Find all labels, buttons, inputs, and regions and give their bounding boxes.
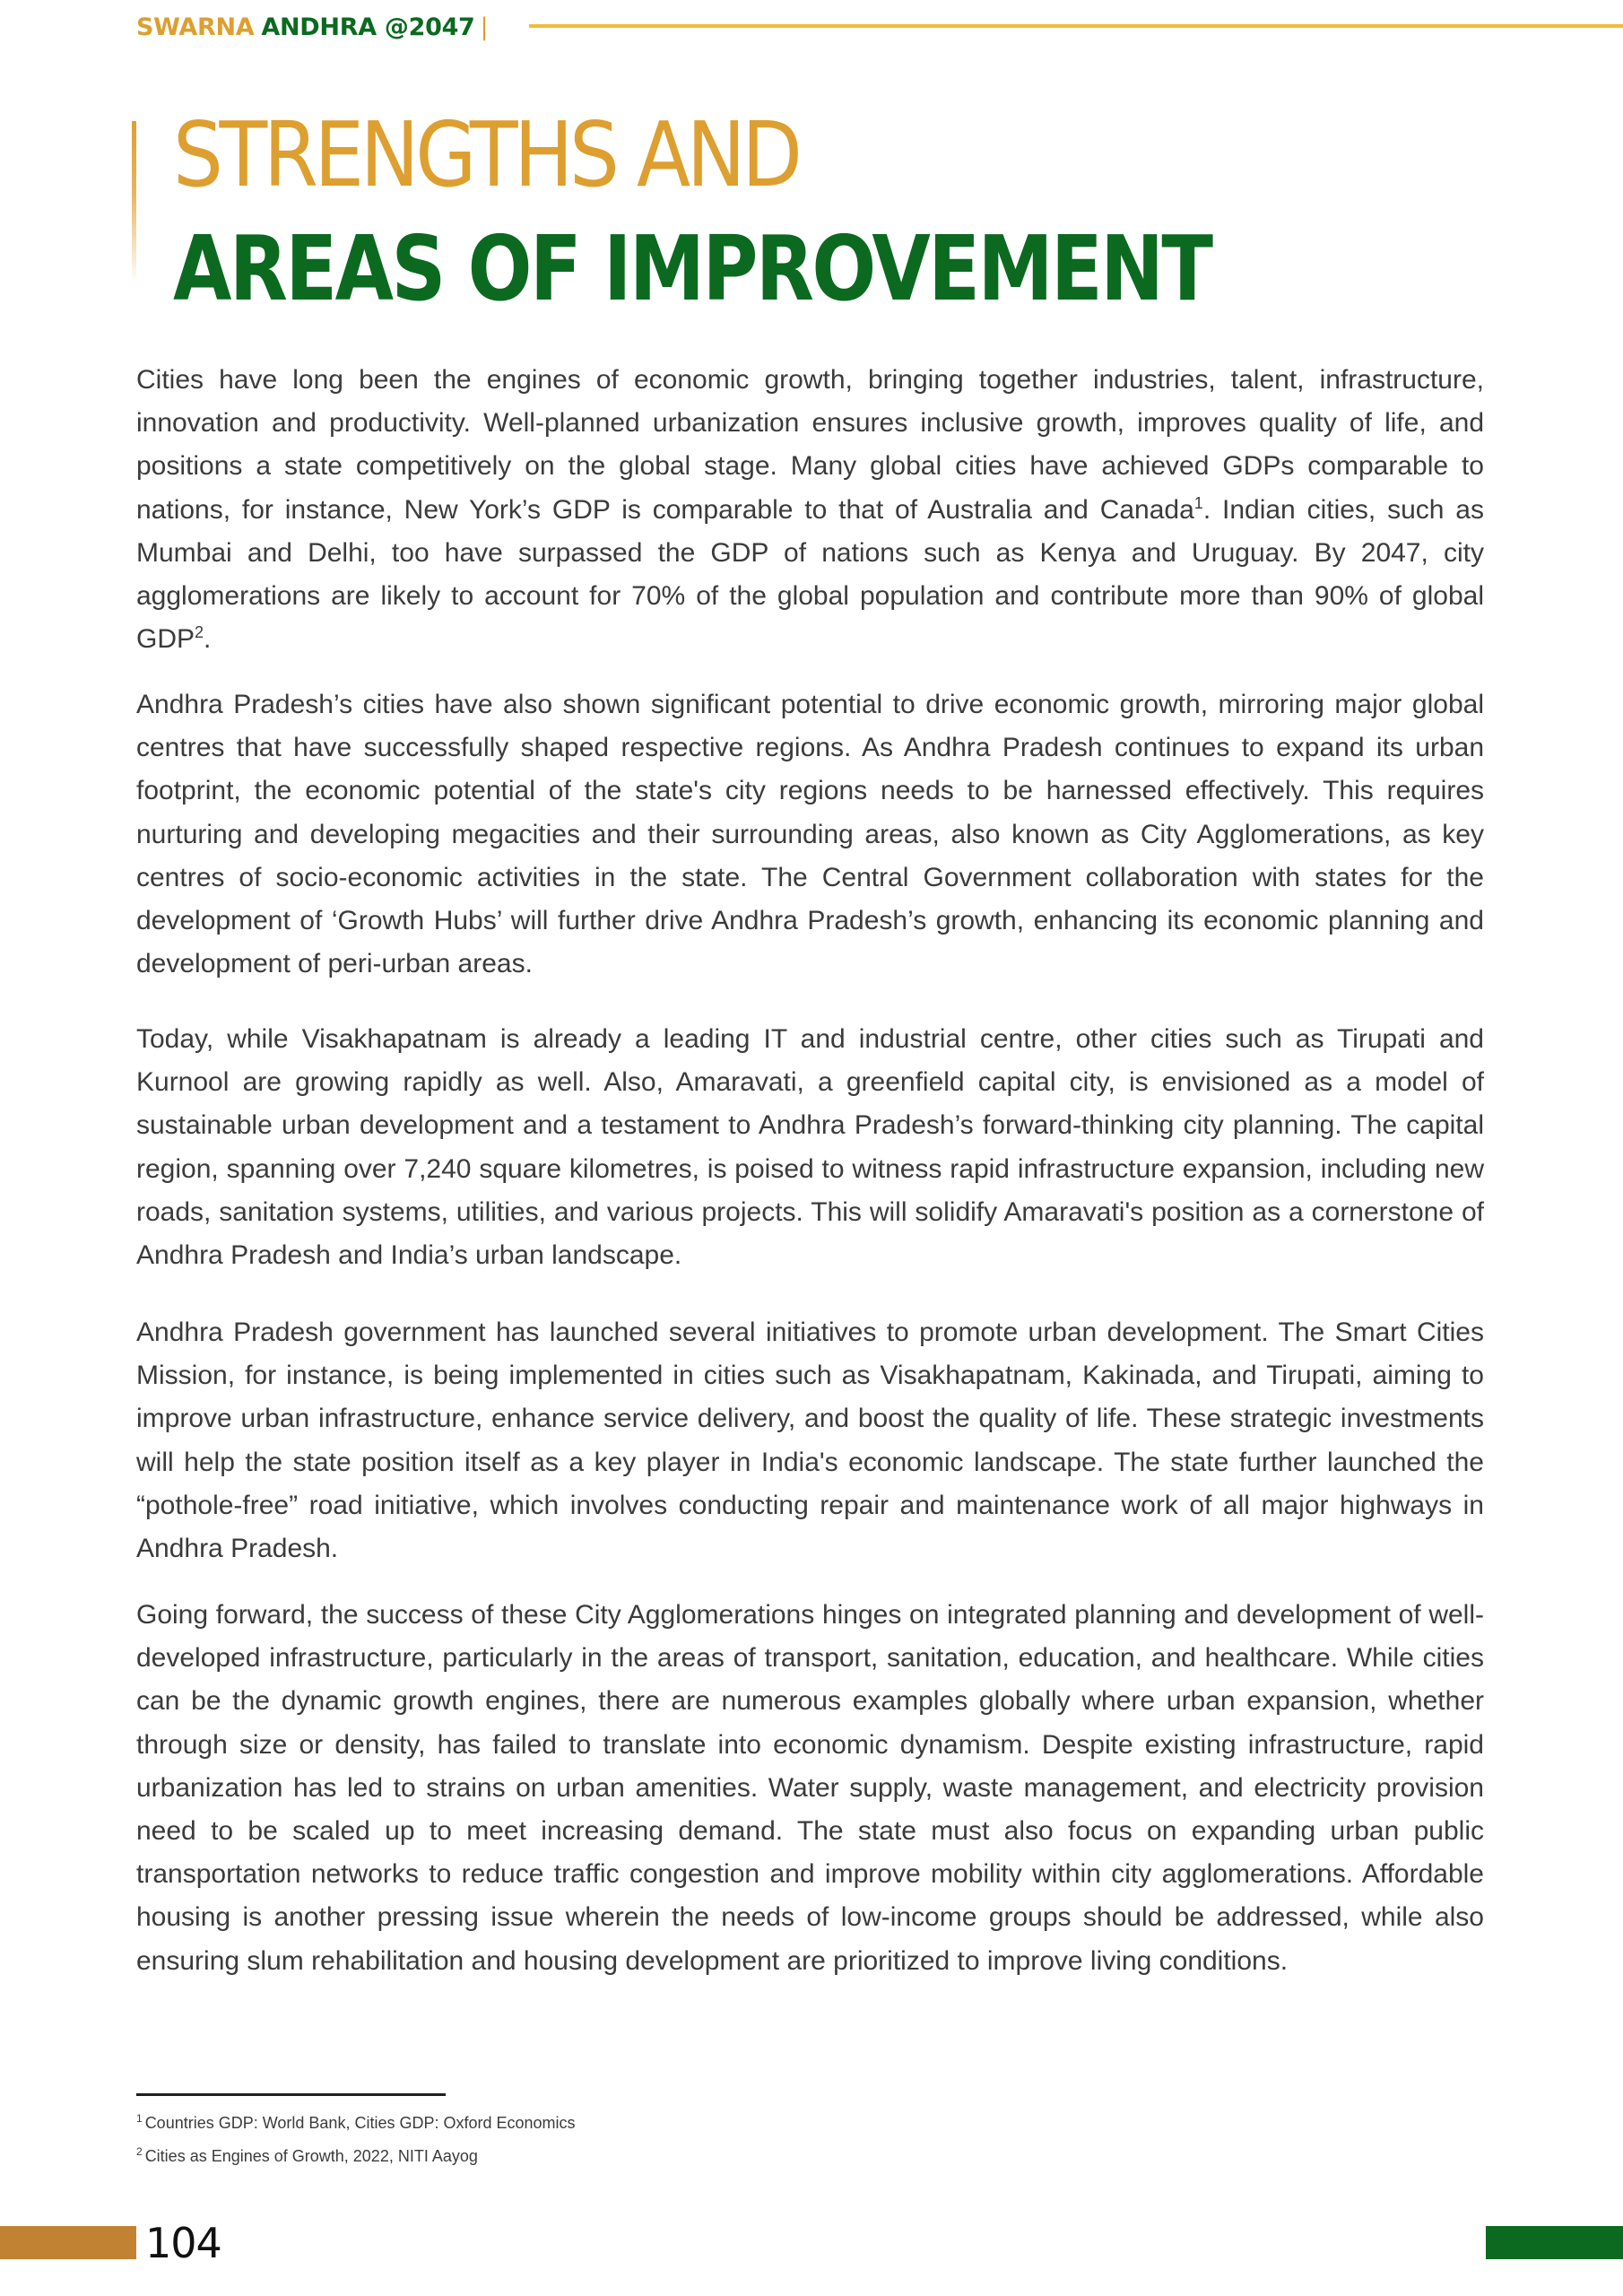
page-number: 104 <box>145 2219 221 2267</box>
footer-bar-green <box>1486 2226 1623 2259</box>
paragraph-text: Cities have long been the engines of economic growth, bringing together industries, talent, infrastructure, innovation and productivity. Well-planned urbanization ensures inclusive growth, improves quality of life, and positions a state competitively on the global stage. Many global cities have achieved GDPs comparable to nations, for instance, New York’s GDP is comparable to that of Australia and Canada <box>136 365 1484 525</box>
footnote-text: Countries GDP: World Bank, Cities GDP: Oxford Economics <box>144 2114 576 2132</box>
body-paragraph-2: Andhra Pradesh’s cities have also shown significant potential to drive economic growth, mirroring major global centres that have successfully shaped respective regions. As Andhra Pradesh continues to expand its urban footprint, the economic potential of the state's city regions needs to be harnessed effectively. This requires nurturing and developing megacities and their surrounding areas, also known as City Agglomerations, as key centres of socio-economic activities in the state. The Central Government collaboration with states for the development of ‘Growth Hubs’ will further drive Andhra Pradesh’s growth, enhancing its economic planning and development of peri-urban areas. <box>136 690 1484 979</box>
header-rule <box>529 24 1623 28</box>
footnote-ref-2[interactable]: 2 <box>195 623 204 642</box>
body-paragraph-5: Going forward, the success of these City Agglomerations hinges on integrated planning and development of well-developed infrastructure, particularly in the areas of transport, sanitation, education, and healthcare. While cities can be the dynamic growth engines, there are numerous examples globally where urban expansion, whether through size or density, has failed to translate into economic dynamism. Despite existing infrastructure, rapid urbanization has led to strains on urban amenities. Water supply, waste management, and electricity provision need to be scaled up to meet increasing demand. The state must also focus on expanding urban public transportation networks to reduce traffic congestion and improve mobility within city agglomerations. Affordable housing is another pressing issue wherein the needs of low-income groups should be addressed, while also ensuring slum rehabilitation and housing development are prioritized to improve living conditions. <box>136 1600 1484 1976</box>
footer-bar-gold <box>0 2226 136 2259</box>
running-header <box>136 11 488 43</box>
footnote-mark: 2 <box>136 2145 143 2158</box>
header-separator: | <box>480 13 489 41</box>
header-brand-swarna: SWARNA <box>136 13 255 41</box>
header-brand-andhra-2047: ANDHRA @2047 <box>261 13 475 41</box>
body-paragraph-1 <box>136 359 1484 661</box>
footnote-text: Cities as Engines of Growth, 2022, NITI Aayog <box>144 2147 478 2165</box>
body-paragraph-4: Andhra Pradesh government has launched several initiatives to promote urban development. The Smart Cities Mission, for instance, is being implemented in cities such as Visakhapatnam, Kakinada, and Tirupati, aiming to improve urban infrastructure, enhance service delivery, and boost the quality of life. These strategic investments will help the state position itself as a key player in India's economic landscape. The state further launched the “pothole-free” road initiative, which involves conducting repair and maintenance work of all major highways in Andhra Pradesh. <box>136 1318 1484 1564</box>
footnote-ref-1[interactable]: 1 <box>1193 493 1203 512</box>
title-accent-bar <box>132 121 136 283</box>
paragraph-text: . Indian cities, such as Mumbai and Delhi, too have surpassed the GDP of nations such as Kenya and Uruguay. By 2047, city agglomerations are likely to account for 70% of the global population and contribute more than 90% of global GDP <box>136 494 1484 655</box>
footnote-mark: 1 <box>136 2112 143 2125</box>
footnote-2 <box>136 2146 478 2166</box>
footnote-divider <box>136 2093 446 2096</box>
title-line-areas-of-improvement: AREAS OF IMPROVEMENT <box>173 216 1211 321</box>
title-line-strengths: STRENGTHS AND <box>173 102 799 207</box>
footnote-1 <box>136 2113 576 2133</box>
body-paragraph-3: Today, while Visakhapatnam is already a leading IT and industrial centre, other cities such as Tirupati and Kurnool are growing rapidly as well. Also, Amaravati, a greenfield capital city, is envisioned as a model of sustainable urban development and a testament to Andhra Pradesh’s forward-thinking city planning. The capital region, spanning over 7,240 square kilometres, is poised to witness rapid infrastructure expansion, including new roads, sanitation systems, utilities, and various projects. This will solidify Amaravati's position as a cornerstone of Andhra Pradesh and India’s urban landscape. <box>136 1024 1484 1271</box>
paragraph-text: . <box>204 624 212 655</box>
